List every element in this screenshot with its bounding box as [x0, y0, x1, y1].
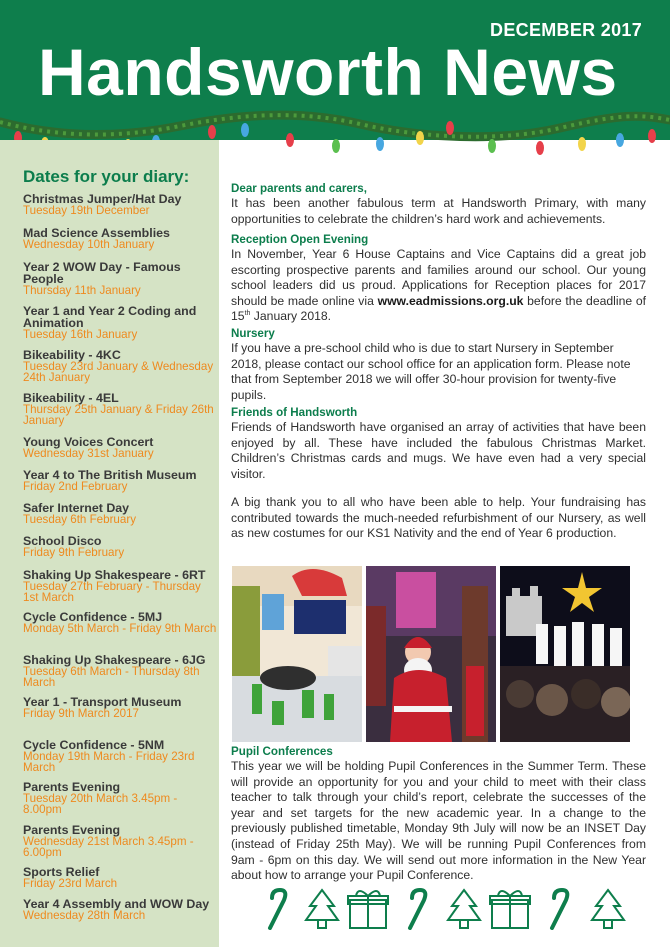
santa-visit-photo [366, 566, 496, 742]
photo-strip [232, 566, 630, 742]
diary-event [23, 227, 217, 250]
nursery-classroom-photo [232, 566, 362, 742]
gift-icon [490, 891, 530, 928]
nativity-photo [500, 566, 630, 742]
diary-event [23, 696, 217, 719]
friends-section [231, 406, 646, 482]
event-name: School Disco [23, 534, 102, 548]
diary-event [23, 781, 217, 815]
event-name: Young Voices Concert [23, 435, 154, 449]
event-name: Cycle Confidence - 5NM [23, 738, 165, 752]
diary-event [23, 469, 217, 492]
event-name: Sports Relief [23, 865, 100, 879]
reception-text-part: before the deadline of 15 [231, 293, 647, 324]
event-date: Friday 9th February [23, 546, 125, 559]
tree-icon [448, 890, 480, 928]
greeting: Dear parents and carers, [231, 182, 367, 195]
reception-text-part: January 2018. [250, 309, 332, 324]
diary-event [23, 502, 217, 525]
event-name: Mad Science Assemblies [23, 226, 170, 240]
conferences-heading: Pupil Conferences [231, 745, 333, 758]
event-name: Shaking Up Shakespeare - 6RT [23, 568, 206, 582]
date-suffix: th [244, 310, 251, 318]
tree-icon [592, 890, 624, 928]
diary-event [23, 535, 217, 558]
event-date: Tuesday 27th February - Thursday 1st March [23, 580, 201, 604]
diary-event [23, 261, 217, 296]
event-date: Thursday 25th January & Friday 26th January [23, 403, 214, 427]
diary-event [23, 824, 217, 858]
friends-text: Friends of Handsworth have organised an array of activities that have been enjoyed by all. These have included the fabulous Christmas Market. Children’s Christmas cards and mugs. We have even had a very special visitor. [231, 420, 646, 481]
event-name: Cycle Confidence - 5MJ [23, 610, 163, 624]
thanks-section [231, 495, 646, 542]
footer-decorations [256, 886, 636, 930]
event-date: Friday 23rd March [23, 877, 118, 890]
event-date: Wednesday 21st March 3.45pm - 6.00pm [23, 835, 194, 859]
event-date: Wednesday 28th March [23, 909, 146, 922]
diary-event [23, 349, 217, 383]
diary-event [23, 305, 217, 340]
event-name: Year 1 and Year 2 Coding and Animation [23, 304, 197, 330]
diary-event [23, 654, 217, 688]
gift-icon [348, 891, 388, 928]
event-name: Bikeability - 4EL [23, 391, 119, 405]
diary-event [23, 193, 217, 216]
reception-text-part: In November, Year 6 House Captains and Vice Captains did a great job escorting prospective parents and families around our school. Our young school leaders did us proud. Applications for Reception places for 2017 should be made online via [231, 247, 646, 308]
nursery-heading: Nursery [231, 327, 275, 340]
issue-date: DECEMBER 2017 [490, 20, 642, 40]
event-date: Wednesday 31st January [23, 447, 154, 460]
event-name: Christmas Jumper/Hat Day [23, 192, 182, 206]
diary-title: Dates for your diary: [23, 167, 190, 186]
event-date: Friday 9th March 2017 [23, 707, 139, 720]
candy-cane-icon [552, 890, 567, 928]
event-date: Tuesday 6th March - Thursday 8th March [23, 665, 200, 689]
event-name: Safer Internet Day [23, 501, 130, 515]
conferences-text: This year we will be holding Pupil Conferences in the Summer Term. These will provide an opportunity for you and your child to meet with their class teacher to talk through your child’s report, celebrate the successes of the year and set targets for the new academic year. In a change to the previously published timetable, Monday 9th July will now be an INSET Day (instead of Friday 25th May). We will be running Pupil Conferences from 9am - 6pm on this day. We will send out more information in the New Year about how to arrange your Pupil Conference. [231, 759, 646, 883]
reception-section [231, 233, 646, 325]
event-name: Parents Evening [23, 780, 121, 794]
event-date: Tuesday 6th February [23, 513, 136, 526]
event-date: Tuesday 20th March 3.45pm - 8.00pm [23, 792, 178, 816]
event-date: Friday 2nd February [23, 480, 128, 493]
event-name: Year 4 Assembly and WOW Day [23, 897, 210, 911]
candy-cane-icon [410, 890, 425, 928]
diary-event [23, 392, 217, 426]
event-date: Thursday 11th January [23, 284, 141, 297]
reception-heading: Reception Open Evening [231, 233, 369, 246]
intro-section [231, 182, 646, 227]
candy-cane-icon [270, 890, 285, 928]
diary-event [23, 866, 217, 889]
event-date: Monday 19th March - Friday 23rd March [23, 750, 195, 774]
conferences-section [231, 745, 646, 884]
friends-heading: Friends of Handsworth [231, 406, 358, 419]
intro-text: It has been another fabulous term at Handsworth Primary, with many opportunities to celebrate the children’s hard work and achievements. [231, 196, 646, 226]
event-name: Year 4 to The British Museum [23, 468, 197, 482]
reception-text [231, 247, 646, 325]
diary-event [23, 898, 217, 921]
event-date: Tuesday 16th January [23, 328, 138, 341]
event-name: Year 1 - Transport Museum [23, 695, 182, 709]
event-name: Bikeability - 4KC [23, 348, 121, 362]
event-date: Monday 5th March - Friday 9th March [23, 622, 217, 635]
diary-event [23, 569, 217, 603]
event-date: Tuesday 23rd January & Wednesday 24th January [23, 360, 214, 384]
nursery-section [231, 327, 646, 403]
event-name: Year 2 WOW Day - Famous People [23, 260, 181, 286]
newsletter-title: Handsworth News [38, 35, 618, 109]
event-date: Wednesday 10th January [23, 238, 155, 251]
nursery-text: If you have a pre-school child who is due to start Nursery in September 2018, please contact our school office for an application form. Please note that from September 2018 we will offer 30-hour provision for twenty-five pupils. [231, 341, 631, 402]
event-date: Tuesday 19th December [23, 204, 150, 217]
event-name: Shaking Up Shakespeare - 6JG [23, 653, 206, 667]
diary-event [23, 436, 217, 459]
event-name: Parents Evening [23, 823, 121, 837]
thanks-text: A big thank you to all who have been able to help. Your fundraising has contributed towards the much-needed refurbishment of our Nursery, as well as new costumes for our KS1 Nativity and the end of Year 6 production. [231, 495, 646, 541]
tree-icon [306, 890, 338, 928]
diary-event [23, 611, 217, 634]
eadmissions-link[interactable]: www.eadmissions.org.uk [377, 293, 524, 308]
diary-event [23, 739, 217, 773]
